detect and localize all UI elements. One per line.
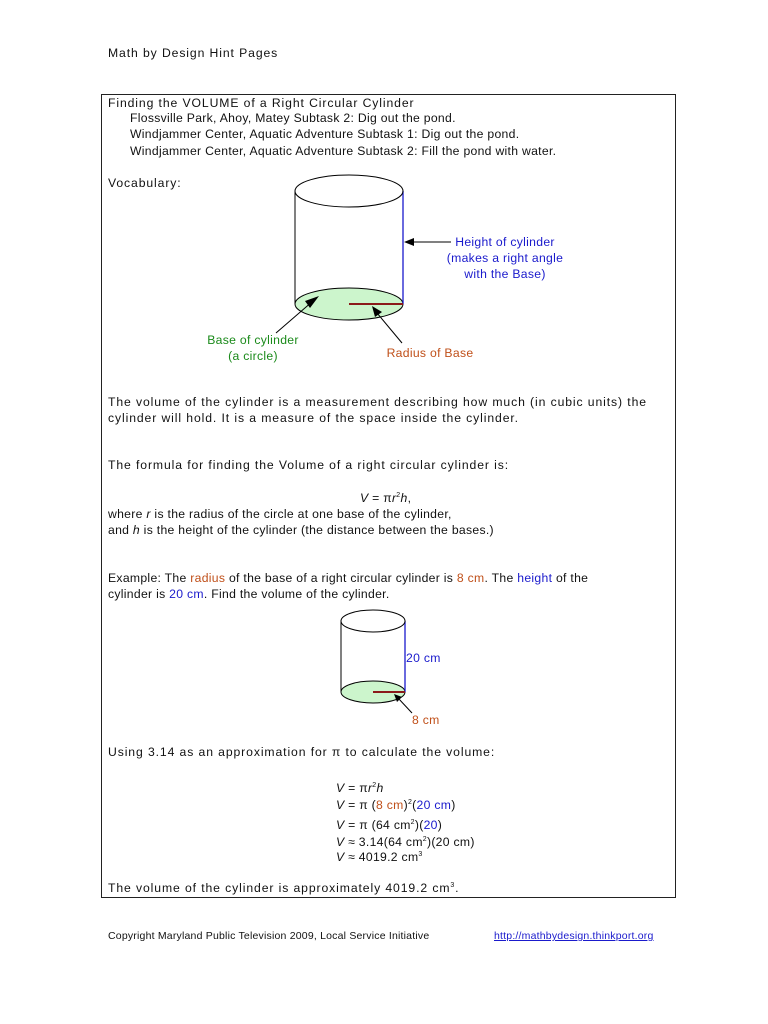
- conclusion: The volume of the cylinder is approximately 4019.2 $cm^3$.: [108, 881, 460, 895]
- page-header: Math by Design Hint Pages: [108, 46, 279, 60]
- example-line-1: Example: The radius of the base of a right circular cylinder is 8 cm. The height of the: [108, 571, 589, 585]
- base-label: Base of cylinder (a circle): [207, 333, 299, 363]
- vocabulary-label: Vocabulary:: [108, 176, 182, 190]
- height-value-label: 20 cm: [406, 651, 441, 665]
- cylinder-top: [341, 610, 405, 632]
- where-line-2: and h is the height of the cylinder (the distance between the bases.): [108, 523, 494, 537]
- step-1: $V = \pi r^2h$: [336, 781, 384, 795]
- radius-label: Radius of Base: [386, 346, 474, 360]
- radius-arrow: [398, 698, 412, 713]
- section-title: Finding the VOLUME of a Right Circular Cylinder: [108, 96, 415, 110]
- task-item: Windjammer Center, Aquatic Adventure Subtask 2: Fill the pond with water.: [130, 144, 557, 158]
- approximation-line: Using 3.14 as an approximation for π to calculate the volume:: [108, 745, 496, 759]
- radius-value-label: 8 cm: [412, 713, 440, 727]
- example-line-2: cylinder is 20 cm. Find the volume of the cylinder.: [108, 587, 390, 601]
- site-link[interactable]: http://mathbydesign.thinkport.org: [494, 930, 654, 942]
- step-2: V = π (8 cm)$^2$(20 cm): [336, 798, 456, 812]
- formula-intro: The formula for finding the Volume of a right circular cylinder is:: [108, 458, 510, 472]
- task-item: Windjammer Center, Aquatic Adventure Subtask 1: Dig out the pond.: [130, 127, 520, 141]
- step-4: V ≈ 3.14(64 $cm^2)(20$ cm): [336, 835, 475, 849]
- copyright-text: Copyright Maryland Public Television 2009, Local Service Initiative: [108, 930, 430, 942]
- height-label: Height of cylinder (makes a right angle with the Base): [446, 235, 564, 281]
- task-item: Flossville Park, Ahoy, Matey Subtask 2: Dig out the pond.: [130, 111, 456, 125]
- step-5: V ≈ 4019.2 $cm^3$: [336, 850, 423, 864]
- volume-description: The volume of the cylinder is a measurement describing how much (in cubic units) the: [108, 395, 647, 409]
- step-3: V = π (64 $cm^2)(20)$: [336, 818, 443, 832]
- formula: $V = \pi r^2h$,: [360, 491, 412, 505]
- where-line-1: where r is the radius of the circle at one base of the cylinder,: [108, 507, 452, 521]
- volume-description: cylinder will hold. It is a measure of the space inside the cylinder.: [108, 411, 519, 425]
